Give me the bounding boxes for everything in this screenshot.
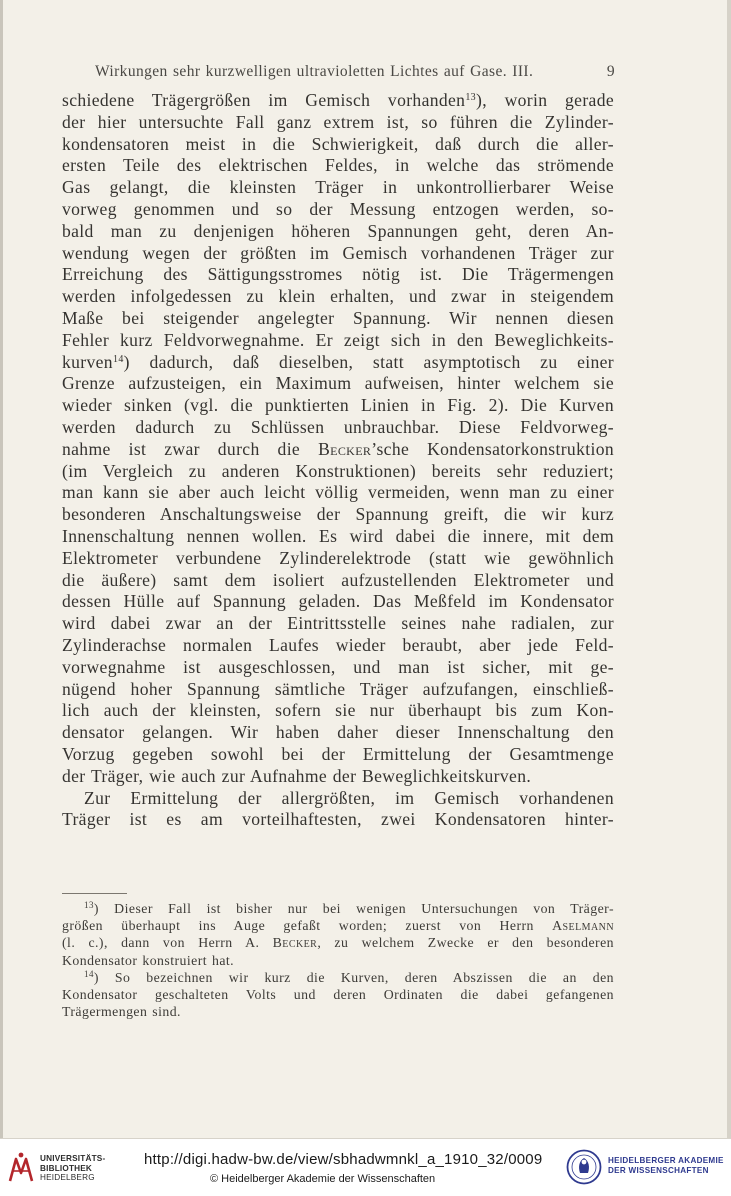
text-line: werden dadurch zu Schlüssen unbrauchbar. Diese Feldvorweg- [62, 416, 614, 437]
footnote-line: (l. c.), dann von Herrn A. Becker, zu welchem Zwecke er den besonderen [62, 935, 614, 951]
text-line: Erreichung des Sättigungsstromes nötig ist. Die Trägermengen [62, 264, 614, 285]
footnote-line: Trägermengen sind. [62, 1004, 181, 1020]
text-line: vorwegnahme ist ausgeschlossen, und man ist sicher, mit ge- [62, 656, 614, 677]
footnote-separator [62, 893, 127, 894]
permalink[interactable]: http://digi.hadw-bw.de/view/sbhadwmnkl_a_1910_32/0009 [144, 1151, 543, 1168]
running-title: Wirkungen sehr kurzwelligen ultravioletten Lichtes auf Gase. III. [95, 63, 534, 80]
text-line: nügend hoher Spannung sämtliche Träger aufzufangen, einschließ- [62, 678, 614, 699]
text-line: der hier untersuchte Fall ganz extrem ist, so führen die Zylinder- [62, 111, 614, 132]
body-text [62, 90, 614, 831]
author-name: Becker [272, 935, 318, 951]
footnotes [62, 900, 614, 1020]
text-line: Innenschaltung nennen wollen. Es wird dabei die innere, mit dem [62, 525, 614, 546]
text-line: die äußere) samt dem isoliert aufzustellenden Elektrometer und [62, 569, 614, 590]
text-line: ersten Teile des elektrischen Feldes, in welche das strömende [62, 155, 614, 176]
text-line: wieder sinken (vgl. die punktierten Linien in Fig. 2). Die Kurven [62, 395, 614, 416]
university-library-logo-icon [8, 1151, 34, 1183]
text-line: Gas gelangt, die kleinsten Träger in unkontrollierbarer Weise [62, 177, 614, 198]
page-edge-left [0, 0, 3, 1138]
text-line: schiedene Trägergrößen im Gemisch vorhanden$^{13}$), worin gerade [62, 90, 614, 110]
running-head [95, 63, 615, 81]
text-line: bald man zu denjenigen höheren Spannungen geht, deren An- [62, 220, 614, 241]
academy-name: HEIDELBERGER AKADEMIE DER WISSENSCHAFTEN [608, 1156, 724, 1175]
text-line: lich auch der kleinsten, sofern sie nur überhaupt bis zum Kon- [62, 700, 614, 721]
text-line: Zylinderachse normalen Laufes wieder beraubt, aber jede Feld- [62, 634, 614, 655]
text-line: kurven$^{14}$) dadurch, daß dieselben, statt asymptotisch zu einer [62, 351, 614, 372]
author-name: Aselmann [552, 918, 614, 934]
footnote-ref[interactable]: 14 [112, 353, 124, 365]
page-number: 9 [606, 63, 615, 80]
text-line: besonderen Anschaltungsweise der Spannung greift, die wir kurz [62, 504, 614, 525]
text-line: Maße bei steigender angelegter Spannung. Wir nennen diesen [62, 307, 614, 328]
text-line: Fehler kurz Feldvorwegnahme. Er zeigt sich in den Beweglichkeits- [62, 329, 614, 350]
viewer-footer [0, 1138, 731, 1196]
text-line: Grenze aufzusteigen, ein Maximum aufweisen, hinter welchem sie [62, 373, 614, 394]
text-line: wendung wegen der größten im Gemisch vorhandenen Träger zur [62, 242, 614, 263]
text-line: Elektrometer verbundene Zylinderelektrode (statt wie gewöhnlich [62, 547, 614, 568]
text-line: der Träger, wie auch zur Aufnahme der Beweglichkeitskurven. [62, 765, 532, 786]
author-name: Becker [318, 438, 372, 459]
text-line: dessen Hülle auf Spannung geladen. Das Meßfeld im Kondensator [62, 591, 614, 612]
footnote-13: $^{13}$) Dieser Fall ist bisher nur bei wenigen Untersuchungen von Träger- [84, 900, 614, 916]
footnote-line: Kondensator konstruiert hat. [62, 952, 235, 968]
university-library-name: UNIVERSITÄTS- BIBLIOTHEK HEIDELBERG [40, 1154, 106, 1182]
text-line: Zur Ermittelung der allergrößten, im Gemisch vorhandenen [84, 787, 614, 808]
text-line: vorweg genommen und so der Messung entzogen werden, so- [62, 198, 614, 219]
text-line: nahme ist zwar durch die Becker’sche Kondensatorkonstruktion [62, 438, 614, 459]
text-line: kondensatoren meist in die Schwierigkeit, daß durch die aller- [62, 133, 614, 154]
text-line: Vorzug gegeben sowohl bei der Ermittelung der Gesamtmenge [62, 743, 614, 764]
page-edge-right [727, 0, 731, 1138]
text-line: (im Vergleich zu anderen Konstruktionen) bereits sehr reduziert; [62, 460, 614, 481]
footnote-ref[interactable]: 13 [465, 92, 477, 103]
text-line: Träger ist es am vorteilhaftesten, zwei Kondensatoren hinter- [62, 809, 614, 830]
academy-seal-icon [566, 1149, 602, 1185]
text-line: man kann sie aber auch leicht völlig vermeiden, wenn man zu einer [62, 482, 614, 503]
text-line: wird dabei zwar an der Eintrittsstelle seines nahe radialen, zur [62, 613, 614, 634]
footnote-line: Kondensator geschalteten Volts und deren Ordinaten die dabei gefangenen [62, 987, 614, 1003]
copyright-notice: © Heidelberger Akademie der Wissenschaften [210, 1173, 436, 1185]
text-line: densator gelangen. Wir haben daher dieser Innenschaltung den [62, 722, 614, 743]
footnote-line: größen überhaupt ins Auge gefaßt worden; zuerst von Herrn Aselmann [62, 918, 614, 934]
footnote-14: $^{14}$) So bezeichnen wir kurz die Kurven, deren Abszissen die an den [84, 968, 614, 985]
text-line: werden infolgedessen zu klein erhalten, und zwar in steigendem [62, 286, 614, 307]
